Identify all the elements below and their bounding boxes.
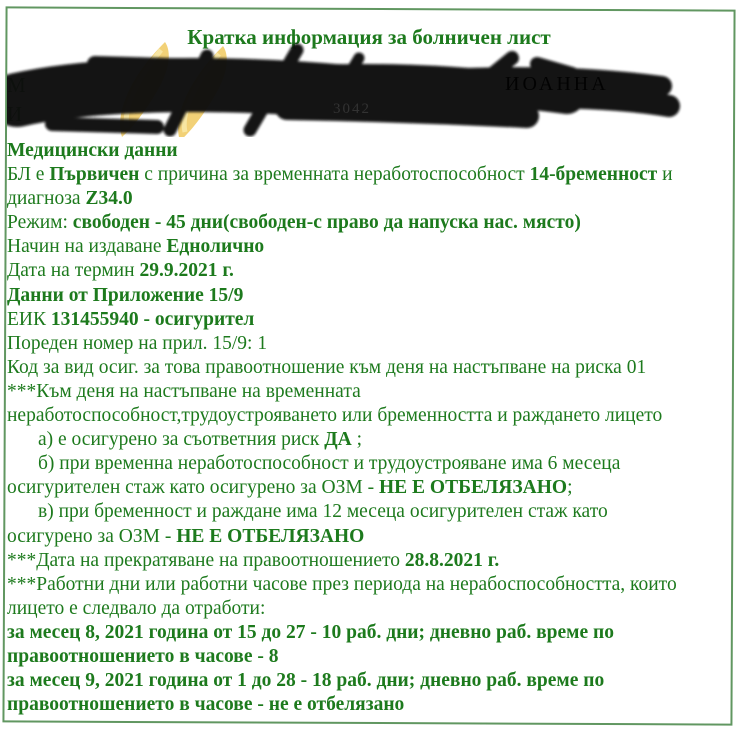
text-line: [7, 476, 731, 500]
text-segment: а) е осигурено за съответния риск: [38, 429, 325, 451]
text-segment: ***Работни дни или работни часове през периода на нерабоспособността, които: [7, 573, 677, 595]
text-segment: б) при временна неработоспособност и трудоустрояване има 6 месеца: [38, 453, 621, 475]
text-line: [7, 573, 731, 597]
page-title: Кратка информация за болничен лист: [187, 25, 551, 49]
text-line: [7, 163, 731, 187]
text-line: [7, 187, 731, 211]
text-line: [7, 621, 731, 645]
text-segment: 29.9.2021 г.: [139, 260, 234, 282]
text-segment: 14-бременност: [529, 164, 658, 186]
text-segment: ЕИК: [7, 308, 51, 330]
text-segment: и: [657, 164, 673, 186]
text-line: [7, 500, 731, 524]
text-line: [7, 645, 731, 669]
redaction-scribble: [7, 38, 731, 137]
text-segment: Медицински данни: [7, 140, 178, 161]
text-segment: 28.8.2021 г.: [404, 549, 500, 571]
text-segment: лицето е следвало да отработи:: [7, 597, 266, 619]
text-line: [7, 380, 731, 404]
text-segment: свободен - 45 дни(свободен-с право да напуска нас. място): [72, 212, 581, 234]
text-segment: в) при бременност и раждане има 12 месеца осигурителен стаж като: [38, 501, 608, 523]
text-segment: осигурено за ОЗМ -: [7, 525, 177, 547]
text-segment: Режим:: [7, 212, 73, 234]
text-line: [7, 452, 731, 476]
text-line: [7, 428, 731, 452]
text-segment: правоотношението в часове - 8: [7, 645, 279, 667]
text-line: [7, 139, 731, 163]
text-segment: Код за вид осиг. за това правоотношение към деня на настъпване на риска 01: [7, 356, 647, 378]
text-segment: Z34.0: [85, 188, 133, 210]
obscured-name-fragment: ИОАННА: [505, 73, 609, 95]
redacted-line2-fragment: И: [7, 102, 23, 126]
text-segment: Пореден номер на прил. 15/9: 1: [7, 332, 268, 354]
text-segment: НЕ Е ОТБЕЛЯЗАНО: [176, 525, 365, 547]
document-lines: [7, 139, 731, 717]
text-segment: ДА: [324, 429, 352, 451]
text-line: [7, 211, 731, 235]
text-segment: НЕ Е ОТБЕЛЯЗАНО: [378, 477, 568, 499]
text-segment: неработоспособност,трудоустрояването или бременността и раждането лицето: [7, 405, 663, 427]
text-line: [7, 332, 731, 356]
text-segment: БЛ е: [7, 164, 50, 186]
document-content: [7, 8, 731, 717]
text-line: [7, 308, 731, 332]
text-segment: ***Дата на прекратяване на правоотношението: [7, 549, 405, 571]
text-line: [7, 669, 731, 693]
text-line: [7, 259, 731, 283]
text-segment: Данни от Приложение 15/9: [7, 284, 244, 306]
text-line: [7, 284, 731, 308]
redacted-line1-fragment: М: [7, 73, 26, 97]
text-line: [7, 235, 731, 259]
text-segment: Дата на термин: [7, 260, 140, 282]
text-segment: Първичен: [49, 164, 140, 186]
text-segment: с причина за временната неработоспособност: [139, 164, 530, 186]
text-segment: 131455940 - осигурител: [50, 308, 255, 330]
redacted-personal-data-block: [7, 48, 731, 137]
text-line: [7, 549, 731, 573]
text-segment: Еднолично: [166, 236, 265, 258]
text-segment: ;: [351, 429, 363, 451]
text-segment: Начин на издаване: [7, 236, 167, 258]
text-segment: диагноза: [7, 188, 86, 210]
text-line: [7, 356, 731, 380]
text-segment: ***Към деня на настъпване на временната: [7, 380, 361, 402]
obscured-number-fragment: 3042: [333, 101, 371, 117]
text-segment: за месец 8, 2021 година от 15 до 27 - 10 раб. дни; дневно раб. време по: [7, 621, 614, 643]
text-segment: ;: [567, 477, 573, 499]
text-line: [7, 693, 731, 717]
text-segment: правоотношението в часове - не е отбелязано: [7, 694, 405, 716]
text-line: [7, 597, 731, 621]
text-line: [7, 404, 731, 428]
text-line: [7, 525, 731, 549]
text-segment: осигурителен стаж като осигурено за ОЗМ -: [7, 477, 379, 499]
text-segment: за месец 9, 2021 година от 1 до 28 - 18 раб. дни; дневно раб. време по: [7, 670, 605, 692]
